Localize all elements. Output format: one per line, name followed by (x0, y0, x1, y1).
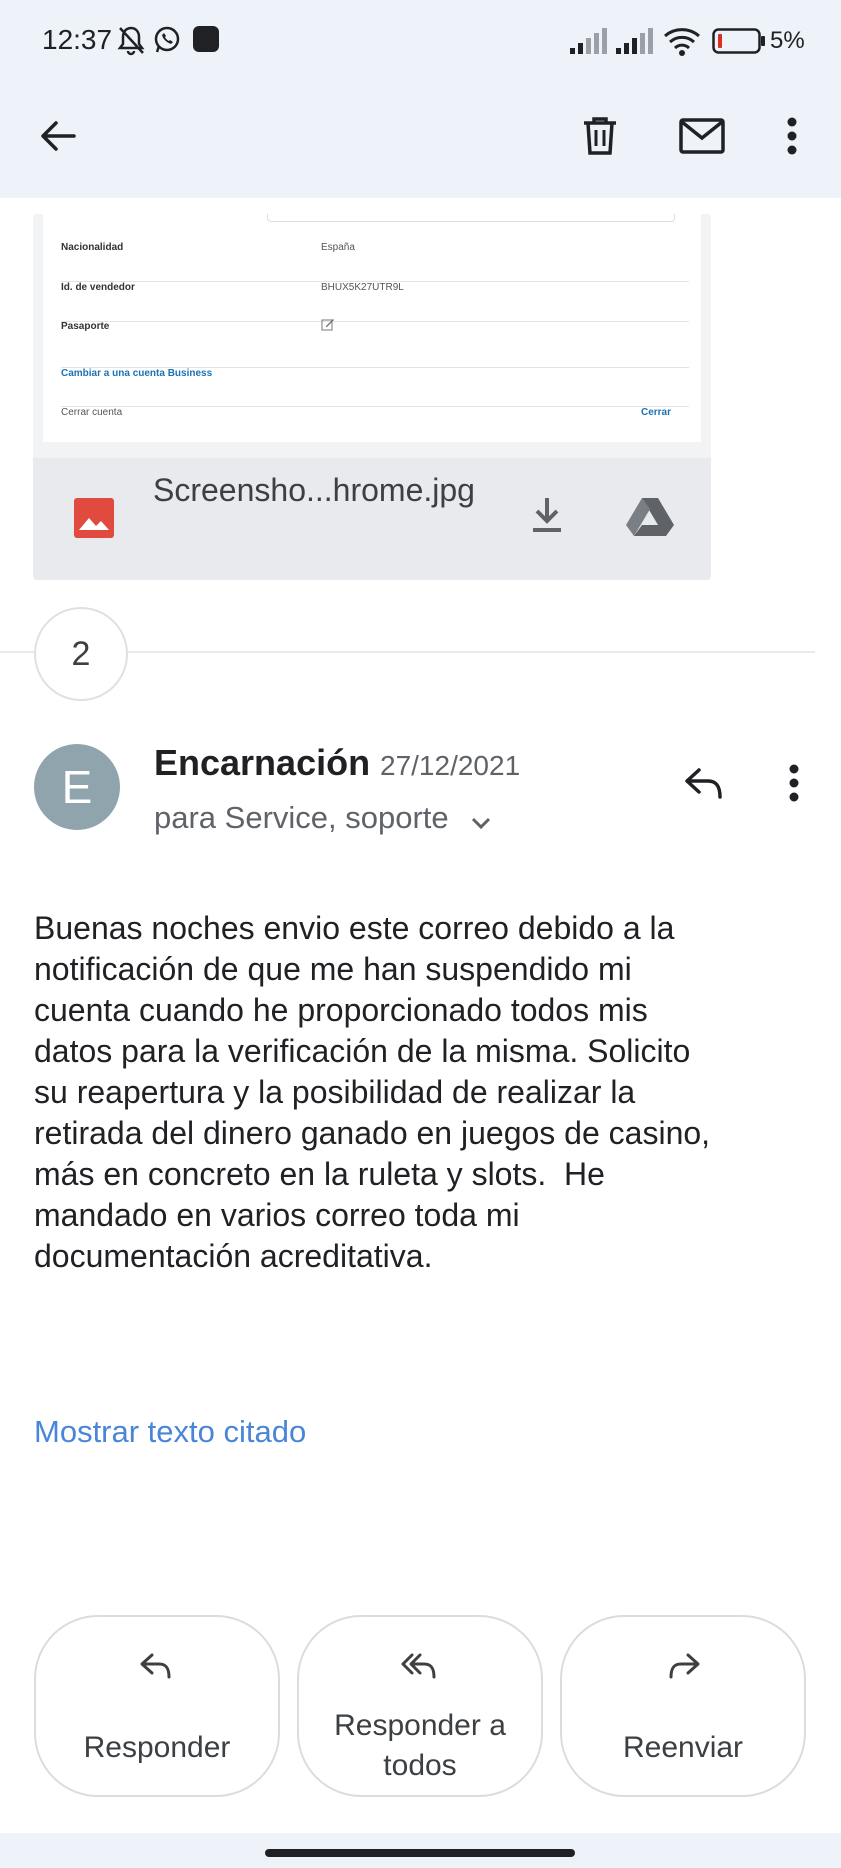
bell-off-icon (116, 24, 146, 61)
message-body: Buenas noches envio este correo debido a la notificación de que me han suspendido mi cuenta cuando he proporcionado todos mis datos para la verificación de la misma. Solicito su reapertura y la posibilidad de realizar la retirada del dinero ganado en juegos de casino, más en concreto en la ruleta y slots. He mandado en varios correo toda mi documentación acreditativa. (34, 910, 711, 1274)
preview-row-seller-id (61, 282, 689, 322)
reply-icon (683, 766, 725, 805)
download-icon[interactable] (529, 496, 565, 541)
reply-all-label-line1: Responder a (334, 1709, 506, 1742)
reply-button-header[interactable] (671, 752, 737, 818)
mark-unread-icon (679, 118, 725, 159)
sender-name: Encarnación (154, 742, 371, 783)
preview-sheet (43, 214, 701, 442)
recipients-toggle[interactable] (154, 800, 491, 838)
preview-label: Id. de vendedor (61, 282, 135, 293)
preview-row-passport (61, 321, 689, 368)
more-vert-icon (786, 116, 798, 161)
wifi-icon (663, 26, 701, 61)
image-file-icon (74, 498, 114, 543)
preview-label: Nacionalidad (61, 242, 124, 253)
forward-label: Reenviar (622, 1731, 744, 1764)
message-date: 27/12/2021 (380, 750, 521, 781)
attachment-card[interactable] (33, 214, 711, 580)
attachment-preview[interactable] (33, 214, 711, 458)
signal-icon (570, 28, 608, 59)
recipients-text: para Service, soporte (154, 800, 449, 835)
preview-row-nationality (61, 242, 689, 282)
close-account-action: Cerrar (640, 407, 671, 418)
message-more-button[interactable] (761, 752, 827, 818)
preview-value: España (321, 242, 355, 253)
mark-unread-button[interactable] (664, 100, 740, 176)
status-time: 12:37 (42, 24, 113, 55)
gesture-handle[interactable] (265, 1849, 575, 1857)
business-account-link: Cambiar a una cuenta Business (61, 368, 213, 379)
forward-icon (562, 1651, 804, 1681)
preview-row-business (61, 368, 689, 407)
battery-percentage: 5% (770, 27, 805, 54)
attachment-file-name: Screensho...hrome.jpg (153, 472, 475, 508)
reply-icon (36, 1651, 278, 1681)
show-quoted-text-link[interactable]: Mostrar texto citado (34, 1414, 307, 1449)
signal-icon (616, 28, 654, 59)
preview-field-edge (267, 214, 675, 222)
preview-value: BHUX5K27UTR9L (321, 282, 404, 293)
reply-all-label-line2: todos (383, 1749, 457, 1782)
back-button[interactable] (20, 100, 96, 176)
app-square-icon (192, 24, 220, 59)
reply-all-button[interactable] (297, 1615, 543, 1797)
more-vert-icon (788, 763, 800, 808)
whatsapp-icon (152, 24, 182, 61)
forward-button[interactable] (560, 1615, 806, 1797)
more-options-button[interactable] (754, 100, 830, 176)
battery-low-icon (712, 28, 766, 59)
sender-avatar[interactable]: E (34, 744, 120, 830)
close-account-label: Cerrar cuenta (61, 407, 123, 418)
delete-button[interactable] (562, 100, 638, 176)
collapsed-messages-counter[interactable]: 2 (34, 607, 128, 701)
chevron-down-icon (471, 802, 491, 838)
preview-label: Pasaporte (61, 321, 110, 332)
delete-icon (582, 116, 618, 161)
back-arrow-icon (38, 116, 78, 161)
preview-row-close-account (61, 407, 689, 442)
reply-button[interactable] (34, 1615, 280, 1797)
status-bar (0, 0, 841, 80)
drive-icon[interactable] (626, 496, 674, 541)
reply-label: Responder (83, 1731, 231, 1764)
edit-icon (321, 317, 335, 334)
reply-all-icon (299, 1651, 541, 1681)
